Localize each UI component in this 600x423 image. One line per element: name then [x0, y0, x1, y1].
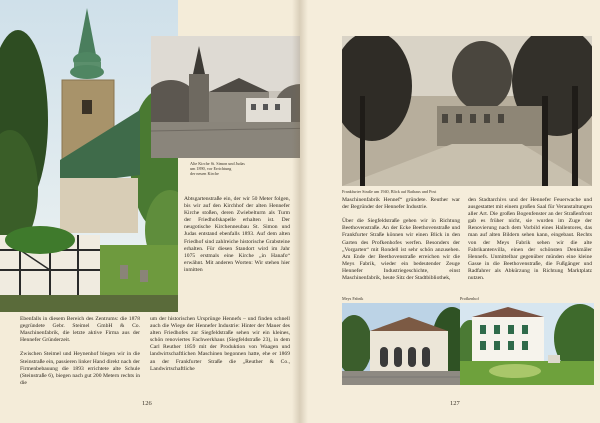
profkenhof-photo [460, 303, 594, 385]
right-page [300, 0, 600, 423]
frankfurter-strasse-caption: Frankfurter Straße um 1940, Blick auf Rathaus und Post [342, 189, 437, 194]
meys-fabrik-photo [342, 303, 464, 385]
left-text-column-1: Ebenfalls in diesem Bereich des Zentrums: die 1878 gegründete Gebr. Steimel GmbH & Co. Maschinenfabrik, die letzte aktive Firma aus der Hennefer Gründerzeit. Zwischen Steimel und Heynenhof biegen wir in die Steinstraße ein, passieren linker Hand direkt nach der Firmenbebauung die 1893 errichtete alte Schule (Steinstraße 6), biegen nach gut 200 Metern rechts in die [20, 316, 140, 386]
left-text-column-2-bottom: um der historischen Ursprünge Hennefs – und finden schnell auch die Wiege der Hennefer Industrie: Hinter der Mauer des alten Friedhofes zur Siegfeldstraße sehen wir ein kleines, schön renoviertes Fachwerkhaus (Siegfeldstraße 23), in dem Carl Reuther 1859 mit der Produktion von Waagen und landwirtschaftlichen Maschinen begonnen hatte, ehe er 1869 an der Frankfurter Straße die „Reuther & Co., Landwirtschaftliche [150, 316, 290, 372]
left-text-column-2-top: Abtsgartenstraße ein, der wir 50 Meter folgen, bis wir auf den Kirchhof der alten Hennefer Kirche stoßen, deren Zwiebelturm als Turm der Friedhofskapelle erhalten ist. Der neugotische Kirchenneubau St. Simon und Judas entstand ebenfalls 1893. Auf dem alten Friedhof sind zahlreiche historische Grabsteine erhalten. Für diesen Standort wird im Jahr 1075 erstmals eine Kirche „in Hanafo“ erwähnt. Mit anderen Worten: Wir stehen hier inmitten [184, 196, 290, 273]
right-text-column-2: den Stadtarchivs und der Hennefer Feuerwache und ausgestattet mit einem großen Saal für Veranstaltungen aller Art. Die großen Bogenfenster an der Straßenfront gab es früher nicht, sie wurden im Zuge der Renovierung nach dem Vorbild eines Hallentores, das man auf alten Bildern sehen kann, eingebaut. Rechts von der Meys Fabrik sehen wir die alte Fabrikantenvilla, einen der schönsten Denkmäler Hennefs. Unmittelbar gegenüber münden eine kleine Gasse in die Beethovenstraße, die Fußgänger und Radfahrer als Abkürzung in Richtung Marktplatz nutzen. [468, 197, 592, 282]
page-number-right: 127 [450, 400, 460, 407]
profkenhof-caption: Profkenhof [460, 296, 479, 301]
book-gutter [292, 0, 308, 423]
old-church-caption: Alte Kirche St. Simon und Judas um 1890, vor Errichtung der neuen Kirche [190, 161, 245, 176]
frankfurter-strasse-photo [342, 36, 592, 186]
meys-fabrik-caption: Meys Fabrik [342, 296, 364, 301]
right-text-column-1: Maschinenfabrik Hennef“ gründete. Reuther war der Begründer der Hennefer Industrie. Über die Siegfeldstraße gehen wir in Richtung Beethovenstraße. An der Ecke Beethovenstraße und Frankfurter Straße können wir einen Blick in den Garten des Profkenhofes werfen. Besonders der „Vorgarten“ mit Rondell ist sehr schön anzusehen. Am Ende der Beethovenstraße erreichen wir die Meys Fabrik, wieder ein bedeutender Zeuge Hennefer Industriegeschichte, einst Maschinenfabrik, heute Sitz der Stadtbibliothek, [342, 197, 460, 282]
page-number-left: 126 [142, 400, 152, 407]
